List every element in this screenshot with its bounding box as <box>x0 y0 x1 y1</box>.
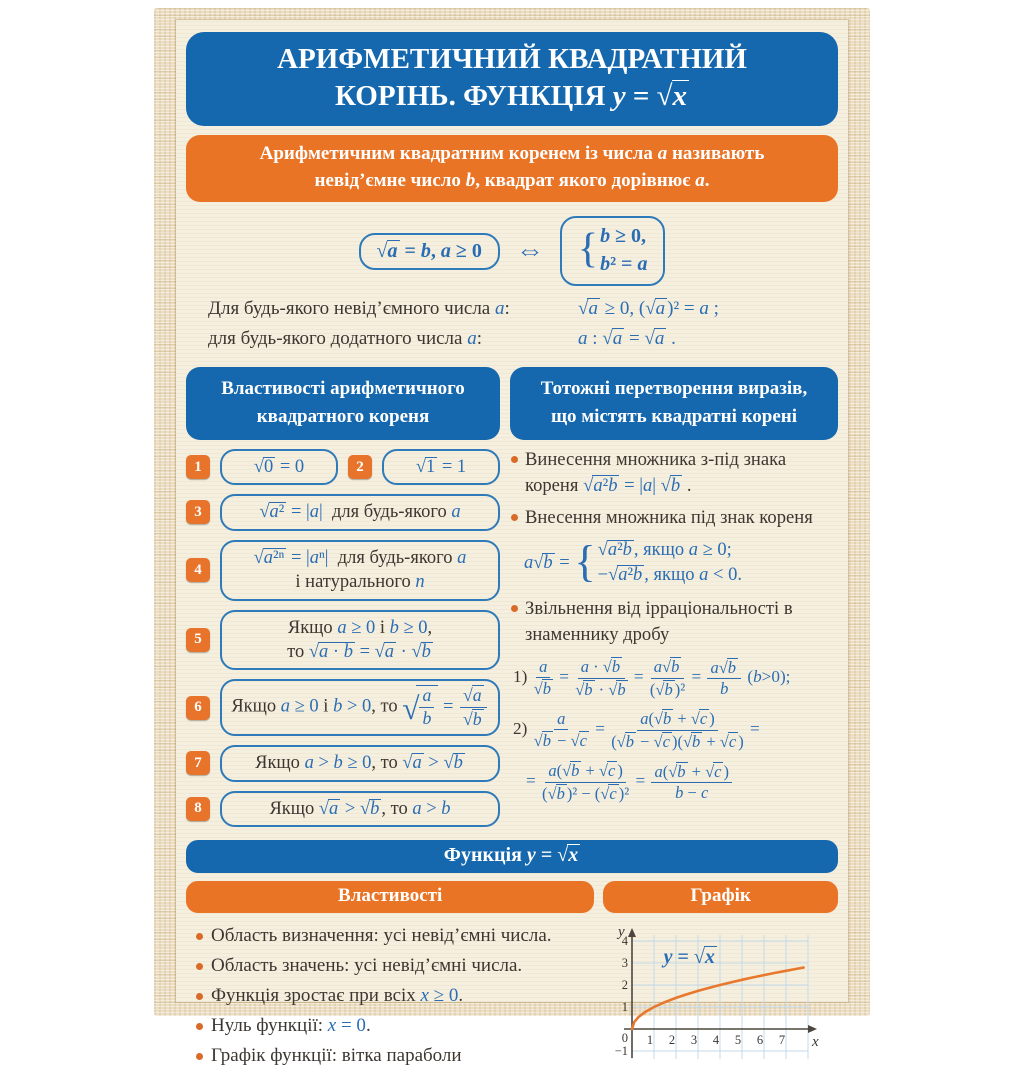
axiom-note-2-formula: a : √a = √a . <box>578 328 676 350</box>
property-number-chip: 7 <box>186 751 210 775</box>
transform-factor-in-formula: a√b = { √a²b , якщо a ≥ 0; −√a²b , якщо a < 0. <box>524 536 742 587</box>
properties-header-line-1: Властивості арифметичного <box>221 377 465 399</box>
function-property-item: Функція зростає при всіх x ≥ 0. <box>194 983 601 1010</box>
transform-bullet-factor-in: Внесення множника під знак кореня <box>510 505 838 531</box>
axiom-formula-row <box>186 216 838 285</box>
property-row-1-2 <box>186 449 500 485</box>
property-formula-line-2: і натурального n <box>295 572 425 593</box>
axiom-note-1-label: Для будь-якого невід’ємного числа a: <box>208 297 510 319</box>
function-subheaders <box>186 881 838 913</box>
svg-text:3: 3 <box>690 1032 697 1047</box>
property-number-chip: 5 <box>186 628 210 652</box>
property-formula-box: √a² = |a| для будь-якого a <box>220 494 500 530</box>
property-formula-line-2: то √a · b = √a · √b <box>287 641 431 662</box>
property-number-chip: 3 <box>186 500 210 524</box>
axiom-note-row-2 <box>186 326 838 352</box>
property-formula-box: √1 = 1 <box>382 449 500 485</box>
property-2 <box>348 449 500 485</box>
property-number-chip: 2 <box>348 455 372 479</box>
iff-symbol: ⇔ <box>515 235 544 266</box>
function-properties-header: Властивості <box>186 881 594 913</box>
svg-text:5: 5 <box>734 1032 741 1047</box>
function-body <box>186 920 838 1070</box>
title-line-2: КОРІНЬ. ФУНКЦІЯ y = √x <box>334 80 688 113</box>
function-property-item: Область значень: усі невід’ємні числа. <box>194 953 601 980</box>
function-graph-header: Графік <box>603 881 838 913</box>
transforms-header-line-2: що містять квадратні корені <box>550 406 798 428</box>
equation-line-2a: 2) $\frac{a}{√b - √c}$ = $\frac{a(√b + √c )}{(√b - √c )(√b + √c )}$ = <box>513 708 760 751</box>
transform-bullet-factor-out: Винесення множника з-під знака кореня √a²b = |a| √b . <box>510 447 838 498</box>
property-5 <box>186 610 500 671</box>
properties-header-line-2: квадратного кореня <box>256 406 430 428</box>
svg-text:2: 2 <box>668 1032 675 1047</box>
curve-label: y = √x <box>663 945 715 968</box>
graph-svg <box>610 923 822 1065</box>
axiom-box-left: √a = b, a ≥ 0 <box>359 233 500 270</box>
equation-line-1: 1) $\frac{a}{√b}$ = $\frac{a \cdot √b}{√b \cdot √b}$ = $\frac{a√b}{\text{(√b )²}}$ = $\frac{a√b}{b}$ (b>0); <box>513 656 791 699</box>
property-1 <box>186 449 338 485</box>
property-formula-line-1: √a²ⁿ = |aⁿ| для будь-якого a <box>253 547 467 568</box>
two-column-section <box>186 367 838 827</box>
svg-text:4: 4 <box>712 1032 719 1047</box>
axiom-box-right <box>560 216 666 285</box>
property-number-chip: 6 <box>186 696 210 720</box>
equation-line-2b: = $\frac{a(√b + √c )}{\text{(√b )² − (√c )²}}$ = $\frac{a(√b + √c )}{b - c}$ <box>526 761 838 803</box>
svg-text:7: 7 <box>778 1032 785 1047</box>
property-number-chip: 1 <box>186 455 210 479</box>
svg-text:1: 1 <box>621 999 628 1014</box>
property-formula-box <box>220 610 500 671</box>
axiom-note-2-label: для будь-якого додатного числа a: <box>208 328 482 350</box>
property-number-chip: 4 <box>186 558 210 582</box>
poster <box>154 8 870 1066</box>
property-formula-box: Якщо a > b ≥ 0, то √a > √b <box>220 745 500 781</box>
svg-text:x: x <box>811 1033 819 1050</box>
property-7 <box>186 745 500 781</box>
poster-inner-panel <box>176 20 848 1066</box>
function-property-item: Нуль функції: x = 0. <box>194 1013 601 1040</box>
property-3 <box>186 494 500 530</box>
property-formula-box <box>220 540 500 601</box>
function-property-item: Область визначення: усі невід’ємні числа. <box>194 923 601 950</box>
axiom-note-row-1 <box>186 296 838 322</box>
brace-glyph: { <box>577 226 599 273</box>
svg-text:1: 1 <box>646 1032 653 1047</box>
svg-text:2: 2 <box>621 977 628 992</box>
axiom-note-1-formula: √a ≥ 0, (√a )² = a ; <box>578 297 719 319</box>
axiom-section <box>186 202 838 353</box>
properties-header <box>186 367 500 440</box>
definition-banner <box>186 135 838 202</box>
definition-line-1: Арифметичним квадратним коренем із числа a називають <box>259 143 765 165</box>
property-formula-box: Якщо a ≥ 0 і b > 0, то √ $\frac{a}{b}$ = $\frac{√a}{√b}$ <box>220 679 500 736</box>
property-4 <box>186 540 500 601</box>
property-formula-box: √0 = 0 <box>220 449 338 485</box>
function-properties-list <box>186 920 601 1070</box>
svg-text:0: 0 <box>621 1030 628 1045</box>
axiom-box-right-line-2: b² = a <box>600 253 648 275</box>
transforms-column <box>510 367 838 827</box>
svg-text:−1: −1 <box>614 1043 628 1058</box>
function-property-item: Графік функції: вітка параболи <box>194 1043 601 1070</box>
property-8 <box>186 791 500 827</box>
definition-line-2: невід’ємне число b, квадрат якого дорівнює a. <box>314 169 710 191</box>
transforms-header <box>510 367 838 440</box>
svg-text:y: y <box>617 923 625 940</box>
axiom-box-right-line-1: b ≥ 0, <box>600 225 647 248</box>
graph-panel <box>610 920 838 1070</box>
transform-bullet-rationalize: Звільнення від ірраціональності в знаменнику дробу <box>510 596 838 647</box>
property-formula-box: Якщо √a > √b , то a > b <box>220 791 500 827</box>
transforms-header-line-1: Тотожні перетворення виразів, <box>540 377 808 399</box>
properties-column <box>186 367 500 827</box>
svg-text:4: 4 <box>621 933 628 948</box>
title-line-1: АРИФМЕТИЧНИЙ КВАДРАТНИЙ <box>277 43 747 75</box>
svg-text:3: 3 <box>621 955 628 970</box>
title-banner <box>186 32 838 126</box>
property-number-chip: 8 <box>186 797 210 821</box>
function-banner: Функція y = √x <box>186 840 838 873</box>
svg-text:6: 6 <box>756 1032 763 1047</box>
property-6 <box>186 679 500 736</box>
property-formula-line-1: Якщо a ≥ 0 і b ≥ 0, <box>287 617 433 638</box>
